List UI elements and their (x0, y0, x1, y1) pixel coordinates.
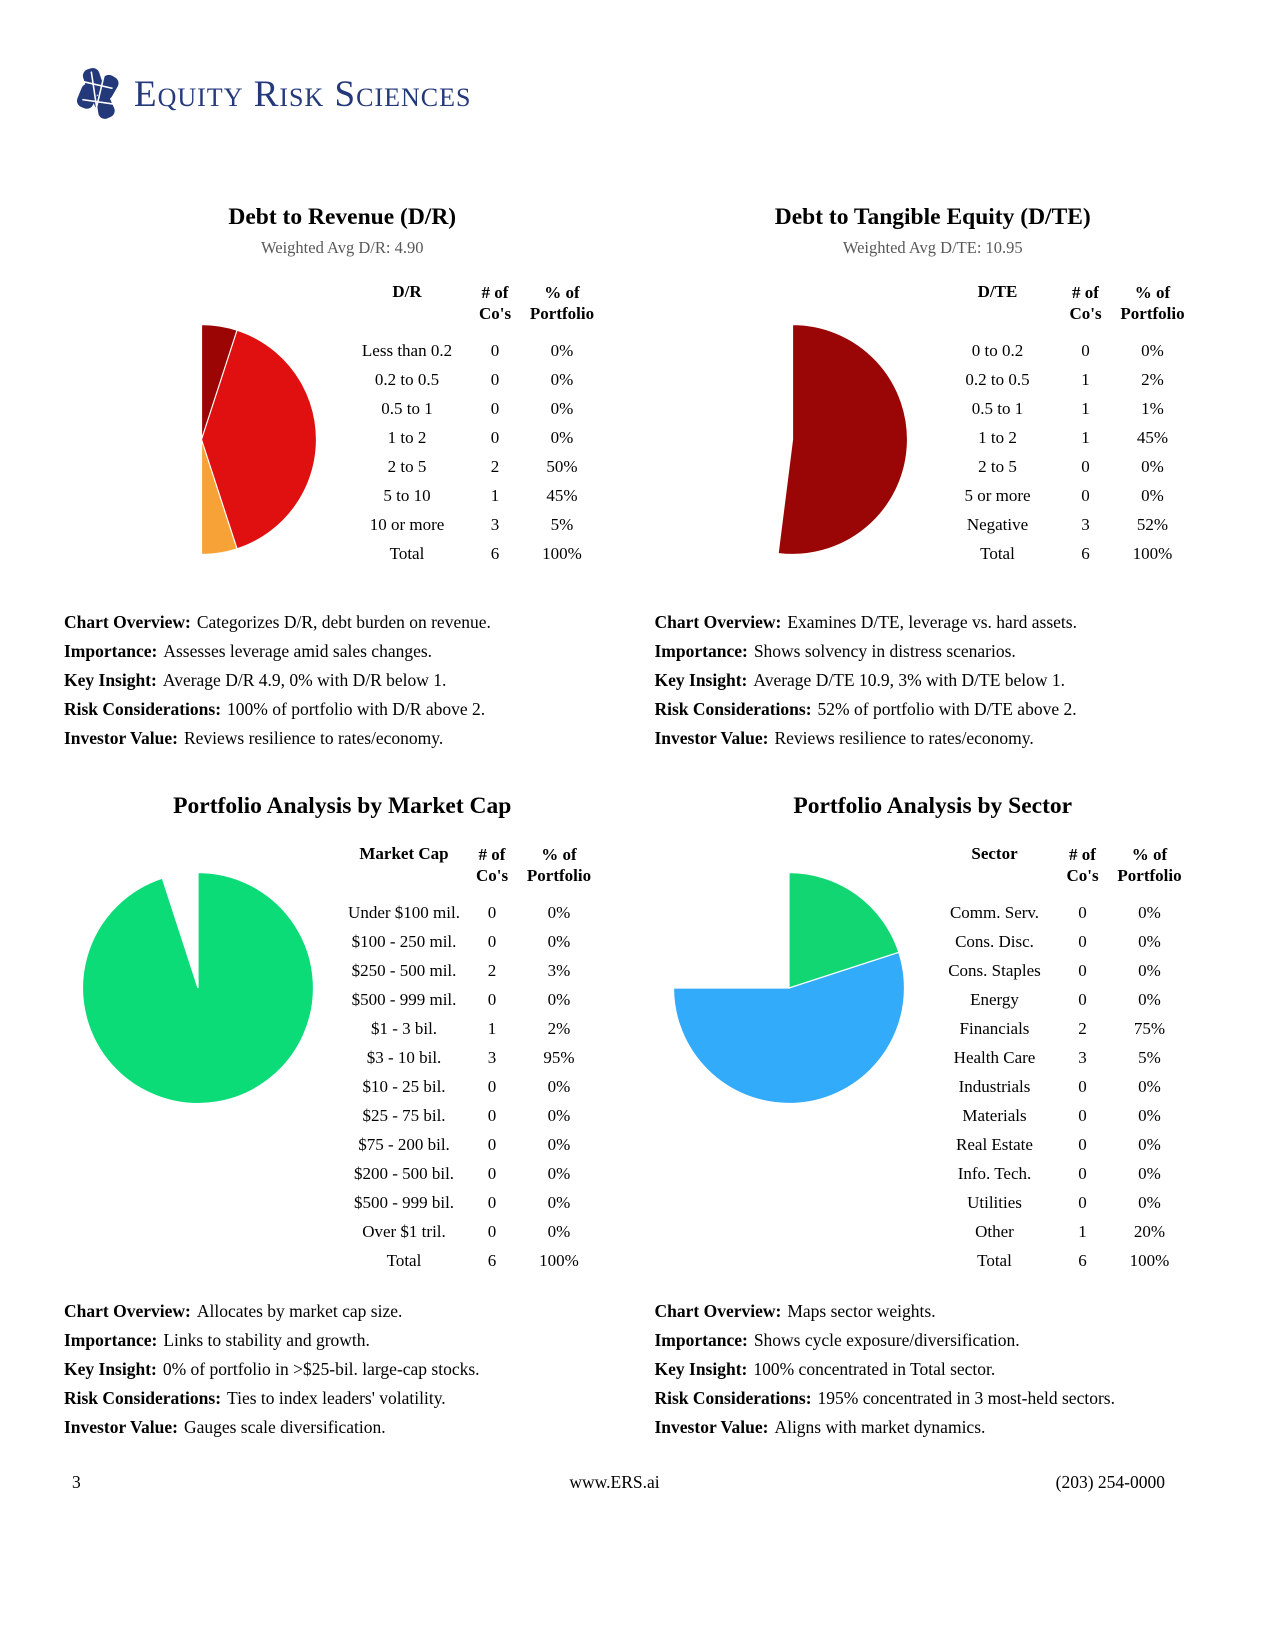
note-label: Chart Overview: (654, 1301, 782, 1321)
table-row (343, 365, 605, 394)
note-line (655, 724, 1212, 753)
total-percent: 100% (1129, 1250, 1170, 1270)
row-count: 1 (1078, 1221, 1087, 1241)
pie-chart-debt-to-revenue (84, 322, 319, 557)
note-label: Risk Considerations: (654, 699, 812, 719)
table-row (343, 394, 605, 423)
row-category: $250 - 500 mil. (351, 960, 457, 980)
total-percent: 100% (542, 543, 582, 563)
note-line (64, 1326, 621, 1355)
row-count: 3 (1081, 514, 1090, 534)
note-label: Chart Overview: (654, 612, 782, 632)
row-percent: 45% (546, 485, 578, 505)
panel-sector (655, 793, 1212, 1442)
table-row (934, 452, 1196, 481)
row-percent: 0% (1138, 902, 1161, 922)
table-total-row (931, 1246, 1193, 1275)
note-text: 0% of portfolio in >$25-bil. large-cap stocks. (162, 1359, 480, 1379)
note-label: Investor Value: (654, 1417, 769, 1437)
col-header-count: # of Co's (1066, 845, 1099, 885)
note-label: Risk Considerations: (64, 1388, 222, 1408)
panel-subtitle: Weighted Avg D/R: 4.90 (261, 238, 424, 257)
row-category: Utilities (967, 1192, 1022, 1212)
table-row (934, 423, 1196, 452)
row-category: 1 to 2 (978, 427, 1017, 447)
row-percent: 0% (1138, 989, 1161, 1009)
row-category: 0.2 to 0.5 (965, 369, 1030, 389)
table-row (340, 1014, 602, 1043)
row-percent: 45% (1136, 427, 1169, 447)
note-line (64, 1355, 621, 1384)
row-percent: 0% (547, 1221, 571, 1241)
row-category: $200 - 500 bil. (353, 1163, 455, 1183)
note-text: Allocates by market cap size. (196, 1301, 403, 1321)
note-line (64, 1297, 621, 1326)
brand-name: Equity Risk Sciences (134, 73, 472, 115)
table-row (934, 394, 1196, 423)
note-text: Average D/TE 10.9, 3% with D/TE below 1. (753, 670, 1066, 690)
row-count: 0 (1078, 902, 1087, 922)
panel-debt-to-revenue (64, 204, 621, 753)
table-row (343, 423, 605, 452)
note-line (64, 637, 621, 666)
table-row (340, 1159, 602, 1188)
row-percent: 2% (547, 1018, 571, 1038)
row-count: 0 (1078, 1192, 1087, 1212)
row-percent: 0% (1138, 1163, 1161, 1183)
table-row (340, 1072, 602, 1101)
table-row (934, 365, 1196, 394)
total-label: Total (977, 1250, 1012, 1270)
row-percent: 0% (1138, 960, 1161, 980)
table-row (340, 1217, 602, 1246)
table-row (931, 927, 1193, 956)
row-percent: 0% (547, 931, 571, 951)
charts-row-2 (64, 793, 1211, 1442)
row-category: 5 to 10 (383, 485, 431, 505)
pie-chart-debt-to-tangible-equity (675, 322, 910, 557)
row-count: 0 (490, 369, 500, 389)
row-count: 0 (487, 1134, 497, 1154)
data-table (931, 844, 1193, 1275)
row-percent: 5% (550, 514, 574, 534)
note-line (655, 1384, 1212, 1413)
panel-subtitle: Weighted Avg D/TE: 10.95 (842, 238, 1023, 257)
note-label: Investor Value: (654, 728, 769, 748)
row-count: 0 (1081, 340, 1090, 360)
total-count: 6 (490, 543, 500, 563)
row-percent: 0% (547, 1192, 571, 1212)
note-label: Key Insight: (64, 670, 157, 690)
row-percent: 0% (550, 340, 574, 360)
footer-website: www.ERS.ai (569, 1472, 660, 1492)
row-category: $1 - 3 bil. (370, 1018, 438, 1038)
row-category: 0.5 to 1 (971, 398, 1024, 418)
row-category: Materials (962, 1105, 1027, 1125)
col-header-percent: % of Portfolio (1117, 845, 1182, 885)
row-count: 3 (1078, 1047, 1087, 1067)
row-count: 1 (1081, 427, 1090, 447)
col-header-category: D/R (392, 282, 422, 301)
note-line (655, 1413, 1212, 1442)
row-count: 0 (1078, 989, 1087, 1009)
row-category: Over $1 tril. (362, 1221, 446, 1241)
table-header-row (343, 282, 605, 324)
panel-title: Debt to Revenue (D/R) (228, 204, 457, 230)
row-percent: 0% (1138, 1105, 1161, 1125)
note-text: Shows solvency in distress scenarios. (753, 641, 1016, 661)
note-line (655, 1355, 1212, 1384)
table-row (931, 898, 1193, 927)
table-total-row (934, 539, 1196, 568)
note-text: Shows cycle exposure/diversification. (753, 1330, 1020, 1350)
row-count: 3 (487, 1047, 497, 1067)
row-percent: 0% (547, 902, 571, 922)
row-count: 0 (487, 989, 497, 1009)
row-percent: 0% (1141, 456, 1164, 476)
table-row (343, 336, 605, 365)
row-category: $10 - 25 bil. (362, 1076, 446, 1096)
table-total-row (343, 539, 605, 568)
row-percent: 0% (550, 369, 574, 389)
row-category: Info. Tech. (957, 1163, 1032, 1183)
note-label: Risk Considerations: (654, 1388, 812, 1408)
note-line (655, 666, 1212, 695)
col-header-count: # of Co's (475, 845, 509, 885)
row-percent: 52% (1136, 514, 1169, 534)
row-percent: 0% (547, 1163, 571, 1183)
note-line (64, 695, 621, 724)
row-percent: 0% (1138, 1192, 1161, 1212)
total-percent: 100% (1132, 543, 1173, 563)
total-percent: 100% (539, 1250, 579, 1270)
row-count: 0 (490, 427, 500, 447)
row-count: 1 (1081, 369, 1090, 389)
note-text: Gauges scale diversification. (183, 1417, 386, 1437)
footer-phone: (203) 254-0000 (1055, 1472, 1165, 1492)
row-count: 0 (1078, 960, 1087, 980)
table-row (931, 1130, 1193, 1159)
row-percent: 20% (1133, 1221, 1166, 1241)
row-percent: 0% (550, 398, 574, 418)
brand-logo (72, 66, 1211, 122)
total-label: Total (386, 1250, 422, 1270)
note-text: Reviews resilience to rates/economy. (774, 728, 1034, 748)
col-header-percent: % of Portfolio (1120, 283, 1185, 323)
row-category: 0.2 to 0.5 (374, 369, 440, 389)
row-percent: 0% (1138, 1076, 1161, 1096)
note-line (64, 608, 621, 637)
table-row (343, 510, 605, 539)
note-label: Chart Overview: (64, 612, 191, 632)
row-count: 0 (1081, 485, 1090, 505)
note-text: Examines D/TE, leverage vs. hard assets. (787, 612, 1077, 632)
row-category: 1 to 2 (387, 427, 427, 447)
row-category: 10 or more (369, 514, 445, 534)
col-header-count: # of Co's (478, 283, 512, 323)
row-count: 2 (487, 960, 497, 980)
row-category: Under $100 mil. (348, 902, 460, 922)
pie-chart-sector (671, 870, 907, 1106)
row-category: Health Care (953, 1047, 1036, 1067)
chart-notes (655, 608, 1212, 753)
table-row (931, 1014, 1193, 1043)
note-text: 100% concentrated in Total sector. (753, 1359, 996, 1379)
data-table (343, 282, 605, 568)
note-text: 195% concentrated in 3 most-held sectors. (817, 1388, 1115, 1408)
col-header-category: D/TE (977, 282, 1018, 301)
table-header-row (934, 282, 1196, 324)
row-category: $75 - 200 bil. (358, 1134, 450, 1154)
row-percent: 95% (543, 1047, 575, 1067)
note-label: Chart Overview: (64, 1301, 191, 1321)
row-count: 0 (1078, 1134, 1087, 1154)
row-count: 0 (487, 902, 497, 922)
table-row (340, 927, 602, 956)
table-row (340, 898, 602, 927)
table-header-row (340, 844, 602, 886)
note-line (64, 666, 621, 695)
note-text: Ties to index leaders' volatility. (227, 1388, 446, 1408)
table-header-row (931, 844, 1193, 886)
chart-and-table (64, 844, 621, 1275)
note-label: Risk Considerations: (64, 699, 222, 719)
note-label: Importance: (64, 1330, 158, 1350)
table-row (934, 481, 1196, 510)
pie-slice-3-10-bil (83, 873, 314, 1104)
charts-row-1 (64, 204, 1211, 753)
table-row (934, 510, 1196, 539)
row-count: 0 (487, 1192, 497, 1212)
chart-notes (64, 608, 621, 753)
col-header-category: Sector (971, 844, 1018, 863)
row-count: 0 (1078, 1105, 1087, 1125)
row-count: 2 (1078, 1018, 1087, 1038)
note-line (64, 724, 621, 753)
note-label: Investor Value: (64, 1417, 178, 1437)
row-count: 2 (490, 456, 500, 476)
note-label: Investor Value: (64, 728, 178, 748)
row-category: $500 - 999 bil. (353, 1192, 455, 1212)
table-row (931, 1217, 1193, 1246)
row-category: $100 - 250 mil. (351, 931, 457, 951)
note-text: 100% of portfolio with D/R above 2. (227, 699, 486, 719)
pie-slice-negative (778, 325, 907, 555)
note-label: Importance: (654, 1330, 748, 1350)
note-text: Average D/R 4.9, 0% with D/R below 1. (162, 670, 447, 690)
row-percent: 0% (1141, 485, 1164, 505)
note-text: Aligns with market dynamics. (774, 1417, 986, 1437)
table-row (931, 956, 1193, 985)
row-count: 1 (487, 1018, 497, 1038)
row-percent: 1% (1141, 398, 1164, 418)
row-count: 0 (487, 931, 497, 951)
row-count: 0 (1081, 456, 1090, 476)
row-percent: 0% (547, 989, 571, 1009)
table-row (340, 1188, 602, 1217)
row-count: 0 (1078, 1163, 1087, 1183)
brand-logo-icon (72, 66, 124, 122)
row-category: 5 or more (964, 485, 1031, 505)
row-category: 0 to 0.2 (971, 340, 1024, 360)
panel-title: Debt to Tangible Equity (D/TE) (774, 204, 1091, 230)
table-row (931, 1188, 1193, 1217)
row-category: Negative (966, 514, 1029, 534)
chart-and-table (655, 282, 1212, 568)
total-label: Total (980, 543, 1015, 563)
row-category: Energy (970, 989, 1019, 1009)
col-header-percent: % of Portfolio (529, 283, 595, 323)
row-category: 2 to 5 (978, 456, 1017, 476)
total-count: 6 (487, 1250, 497, 1270)
note-text: 52% of portfolio with D/TE above 2. (817, 699, 1077, 719)
row-count: 0 (487, 1221, 497, 1241)
table-row (931, 1101, 1193, 1130)
row-category: Less than 0.2 (361, 340, 453, 360)
row-percent: 0% (1138, 1134, 1161, 1154)
note-text: Reviews resilience to rates/economy. (183, 728, 444, 748)
note-label: Importance: (64, 641, 158, 661)
row-count: 0 (490, 398, 500, 418)
note-label: Key Insight: (64, 1359, 157, 1379)
row-percent: 50% (546, 456, 578, 476)
note-label: Importance: (654, 641, 748, 661)
note-line (655, 1326, 1212, 1355)
note-text: Links to stability and growth. (163, 1330, 370, 1350)
total-label: Total (389, 543, 425, 563)
note-line (655, 1297, 1212, 1326)
row-count: 0 (487, 1163, 497, 1183)
panel-title: Portfolio Analysis by Market Cap (173, 793, 512, 819)
row-percent: 0% (550, 427, 574, 447)
table-row (340, 956, 602, 985)
table-row (931, 1159, 1193, 1188)
row-percent: 0% (547, 1076, 571, 1096)
table-row (931, 1043, 1193, 1072)
data-table (340, 844, 602, 1275)
table-row (343, 452, 605, 481)
row-category: Financials (959, 1018, 1030, 1038)
row-category: Cons. Disc. (955, 931, 1034, 951)
row-category: 0.5 to 1 (381, 398, 433, 418)
row-count: 0 (1078, 1076, 1087, 1096)
total-count: 6 (1081, 543, 1090, 563)
row-percent: 75% (1133, 1018, 1166, 1038)
row-percent: 0% (547, 1134, 571, 1154)
panel-title: Portfolio Analysis by Sector (793, 793, 1073, 819)
row-percent: 2% (1141, 369, 1164, 389)
pie-chart-market-cap (80, 870, 316, 1106)
row-percent: 0% (547, 1105, 571, 1125)
page-number: 3 (72, 1472, 81, 1492)
note-label: Key Insight: (654, 670, 748, 690)
row-category: $25 - 75 bil. (362, 1105, 446, 1125)
chart-and-table (655, 844, 1212, 1275)
col-header-percent: % of Portfolio (526, 845, 592, 885)
table-row (340, 1043, 602, 1072)
row-count: 0 (487, 1105, 497, 1125)
note-label: Key Insight: (654, 1359, 748, 1379)
row-percent: 3% (547, 960, 571, 980)
total-count: 6 (1078, 1250, 1087, 1270)
col-header-count: # of Co's (1069, 283, 1102, 323)
row-count: 1 (1081, 398, 1090, 418)
row-percent: 0% (1138, 931, 1161, 951)
table-row (340, 1130, 602, 1159)
table-row (340, 985, 602, 1014)
panel-debt-to-tangible-equity (655, 204, 1212, 753)
table-row (343, 481, 605, 510)
note-text: Maps sector weights. (787, 1301, 936, 1321)
row-category: Other (975, 1221, 1014, 1241)
row-count: 0 (487, 1076, 497, 1096)
row-percent: 5% (1138, 1047, 1161, 1067)
col-header-category: Market Cap (359, 844, 449, 863)
row-count: 3 (490, 514, 500, 534)
table-row (931, 1072, 1193, 1101)
row-category: $3 - 10 bil. (366, 1047, 442, 1067)
row-category: Industrials (958, 1076, 1031, 1096)
note-line (64, 1413, 621, 1442)
panel-market-cap (64, 793, 621, 1442)
note-line (64, 1384, 621, 1413)
note-line (655, 695, 1212, 724)
table-total-row (340, 1246, 602, 1275)
chart-notes (64, 1297, 621, 1442)
row-category: Cons. Staples (948, 960, 1041, 980)
note-line (655, 637, 1212, 666)
row-count: 0 (1078, 931, 1087, 951)
chart-and-table (64, 282, 621, 568)
row-category: Real Estate (956, 1134, 1033, 1154)
table-row (934, 336, 1196, 365)
row-percent: 0% (1141, 340, 1164, 360)
row-count: 1 (490, 485, 500, 505)
table-row (931, 985, 1193, 1014)
row-category: 2 to 5 (387, 456, 427, 476)
row-category: $500 - 999 mil. (351, 989, 457, 1009)
note-text: Categorizes D/R, debt burden on revenue. (196, 612, 491, 632)
data-table (934, 282, 1196, 568)
table-row (340, 1101, 602, 1130)
note-line (655, 608, 1212, 637)
note-text: Assesses leverage amid sales changes. (163, 641, 433, 661)
row-count: 0 (490, 340, 500, 360)
row-category: Comm. Serv. (949, 902, 1040, 922)
chart-notes (655, 1297, 1212, 1442)
